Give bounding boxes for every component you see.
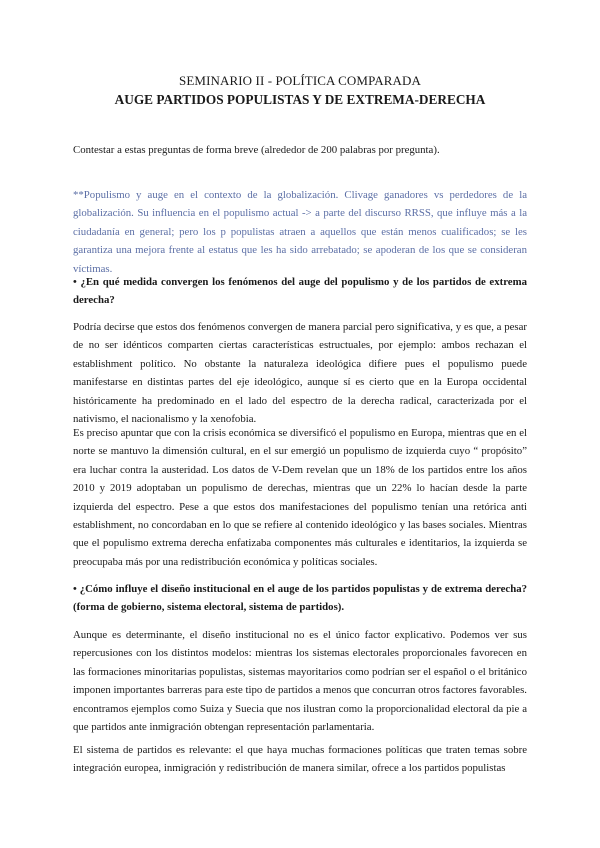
answer-2-paragraph-1: Aunque es determinante, el diseño institucional no es el único factor explicativo. Podemos ver sus repercusiones con los distintos modelos: mientras los sistemas electorales proporcionales favorecen en las formaciones minoritarias populistas, sistemas mayoritarios como podrían ser el español o el británico imponen importantes barreras para este tipo de partidos a menos que concurran otros factores favorables. encontramos ejemplos como Suiza y Suecia que nos ilustran como la proporcionalidad electoral da pie a que partidos ante inmigración obtengan representación parlamentaria.	[73, 629, 527, 734]
answer-1-paragraph-1: Podría decirse que estos dos fenómenos convergen de manera parcial pero significativa, y es que, a pesar de no ser idénticos comparten ciertas características estructuales, por ejemplo: ambos rechazan el establishment político. No obstante la naturaleza ideológica difiere pues el populismo puede manifestarse en distintas partes del eje ideológico, aunque sí es cierto que en la Europa occidental históricamente ha predominado en el lado del espectro de la derecha radical, caracterizada por el nativismo, el nacionalismo y la xenofobia.	[73, 321, 527, 426]
document-title: AUGE PARTIDOS POPULISTAS Y DE EXTREMA-DERECHA	[114, 92, 486, 107]
answer-1-paragraph-2: Es preciso apuntar que con la crisis económica se diversificó el populismo en Europa, mientras que en el norte se mantuvo la dimensión cultural, en el sur emergió un populismo de izquierda cuyo “ propósito” era luchar contra la austeridad. Los datos de V-Dem revelan que un 18% de los partidos entre los años 2010 y 2019 adoptaban un populismo de derechas, mientras que un 22% lo hacían desde la parte izquierda del espectro. Pese a que estos dos manifestaciones del populismo tenían una retórica anti establishment, no concordaban en lo que se refiere al contenido ideológico y las bases sociales. Mientras que el populismo extrema derecha enfatizaba componentes más culturales e identitarios, la izquierda se preocupaba más por una redistribución económica y políticas sociales.	[73, 427, 527, 568]
notes-paragraph: **Populismo y auge en el contexto de la globalización. Clivage ganadores vs perdedores de la globalización. Su influencia en el populismo actual -> a parte del discurso RRSS, que influye más a la ciudadanía en general; pero los p populistas atraen a aquellos que están menos cualificados; se les garantiza una mejora frente al estatus que les ha sido arrebatado; se apoderan de los que se consideran víctimas.	[73, 189, 527, 275]
question-2: • ¿Cómo influye el diseño institucional en el auge de los partidos populistas y de extrema derecha? (forma de gobierno, sistema electoral, sistema de partidos).	[73, 583, 527, 614]
question-1: • ¿En qué medida convergen los fenómenos del auge del populismo y de los partidos de extrema derecha?	[73, 276, 527, 307]
answer-2-paragraph-2: El sistema de partidos es relevante: el que haya muchas formaciones políticas que traten temas sobre integración europea, inmigración y redistribución de manera similar, ofrece a los partidos populistas	[73, 744, 527, 775]
instructions-text: Contestar a estas preguntas de forma breve (alrededor de 200 palabras por pregunta).	[73, 144, 440, 156]
seminar-heading: SEMINARIO II - POLÍTICA COMPARADA	[179, 73, 421, 88]
